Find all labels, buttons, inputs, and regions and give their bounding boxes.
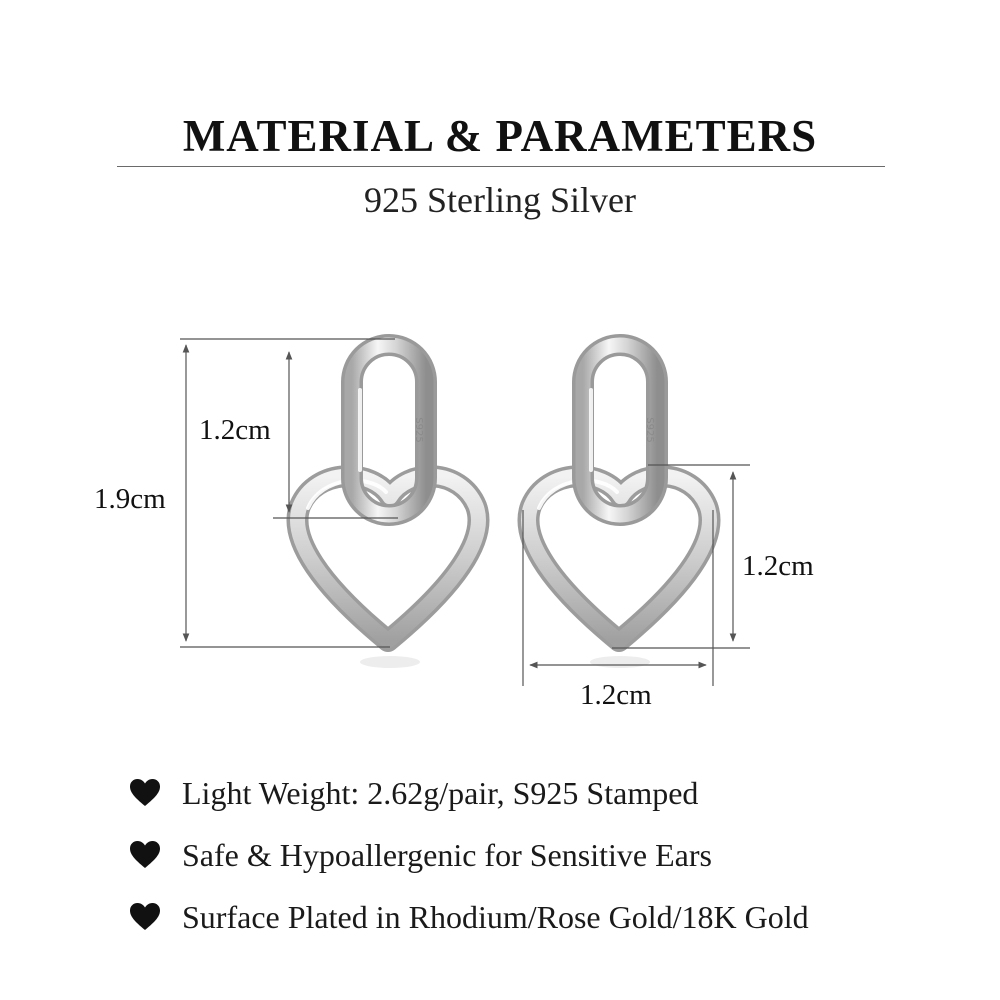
hoop-height-label: 1.2cm: [199, 414, 271, 446]
right-earring: [529, 345, 710, 668]
list-item: [130, 886, 809, 948]
heart-height-label: 1.2cm: [742, 550, 814, 582]
material-subtitle: 925 Sterling Silver: [364, 180, 636, 220]
page-title: MATERIAL & PARAMETERS: [182, 111, 818, 161]
feature-text: Surface Plated in Rhodium/Rose Gold/18K Gold: [182, 899, 809, 935]
overall-height-label: 1.9cm: [94, 483, 166, 515]
feature-text: Light Weight: 2.62g/pair, S925 Stamped: [182, 775, 699, 811]
heart-bullet-icon: [130, 841, 160, 869]
right-stamp: S925: [644, 417, 655, 443]
heart-bullet-icon: [130, 903, 160, 931]
left-earring: [298, 345, 479, 668]
feature-text: Safe & Hypoallergenic for Sensitive Ears: [182, 837, 712, 873]
feature-list: [130, 762, 809, 948]
list-item: [130, 762, 809, 824]
left-stamp: S925: [413, 417, 424, 443]
list-item: [130, 824, 809, 886]
heart-width-label: 1.2cm: [580, 679, 652, 711]
heart-bullet-icon: [130, 779, 160, 807]
